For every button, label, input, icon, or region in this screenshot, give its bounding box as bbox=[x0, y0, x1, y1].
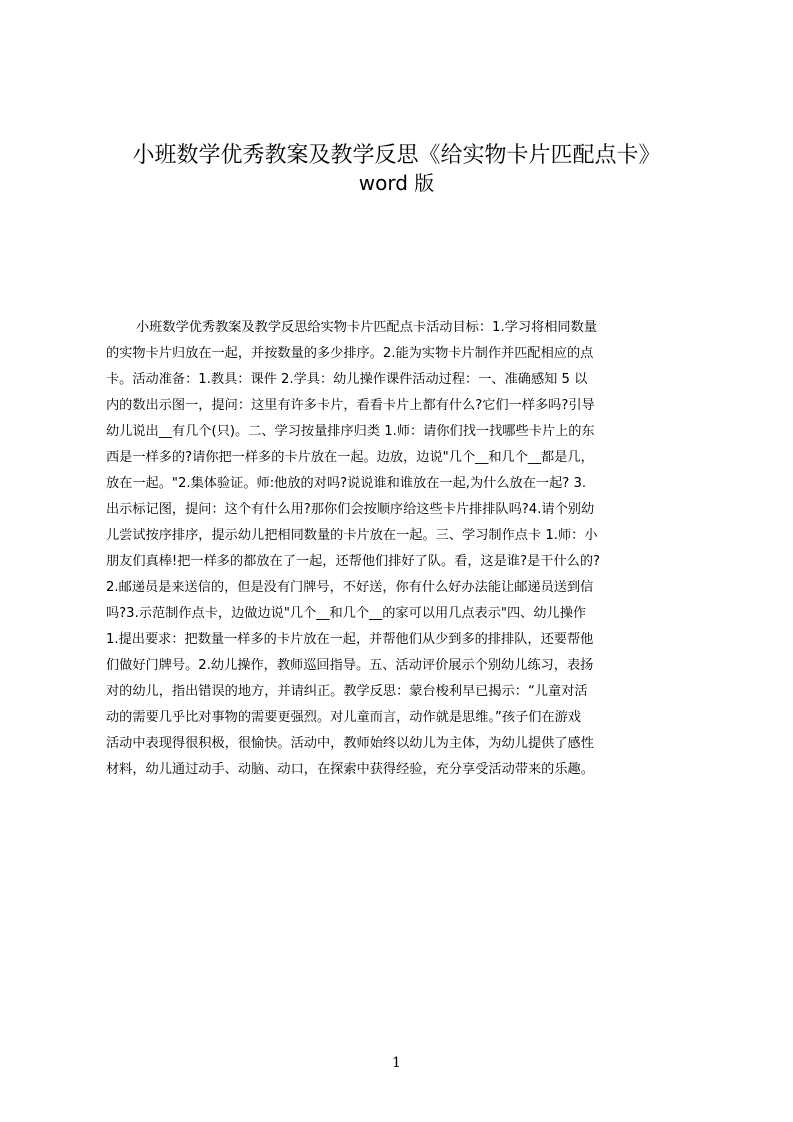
body-line: 出示标记图，提问：这个有什么用?那你们会按顺序给这些卡片排排队吗?4.请个别幼 bbox=[106, 502, 595, 517]
body-line: 朋友们真棒!把一样多的都放在了一起，还帮他们排好了队。看，这是谁?是干什么的? bbox=[106, 554, 601, 569]
body-line: 的实物卡片归放在一起，并按数量的多少排序。2.能为实物卡片制作并匹配相应的点 bbox=[106, 346, 594, 361]
body-line: 儿尝试按序排序，提示幼儿把相同数量的卡片放在一起。三、学习制作点卡 1.师：小 bbox=[106, 528, 598, 543]
body-line: 幼儿说出__有几个(只)。二、学习按量排序归类 1.师：请你们找一找哪些卡片上的东 bbox=[106, 424, 595, 439]
body-line: 小班数学优秀教案及教学反思给实物卡片匹配点卡活动目标：1.学习将相同数量 bbox=[136, 320, 597, 335]
body-line: 西是一样多的?请你把一样多的卡片放在一起。边放，边说"几个__和几个__都是几， bbox=[106, 450, 594, 465]
body-line: 们做好门牌号。2.幼儿操作，教师巡回指导。五、活动评价展示个别幼儿练习，表扬 bbox=[106, 658, 594, 673]
body-paragraph bbox=[106, 315, 698, 783]
document-title: 小班数学优秀教案及教学反思《给实物卡片匹配点卡》 bbox=[132, 143, 661, 168]
body-line: 材料，幼儿通过动手、动脑、动口，在探索中获得经验，充分享受活动带来的乐趣。 bbox=[106, 762, 594, 777]
body-line: 吗?3.示范制作点卡，边做边说"几个__和几个__的家可以用几点表示"四、幼儿操作 bbox=[106, 606, 587, 621]
body-line: 对的幼儿，指出错误的地方，并请纠正。教学反思：蒙台梭利早已揭示：“儿童对活 bbox=[106, 684, 588, 699]
body-line: 卡。活动准备：1.教具：课件 2.学具：幼儿操作课件活动过程：一、准确感知 5 以 bbox=[106, 372, 588, 387]
body-line: 动的需要几乎比对事物的需要更强烈。对儿童而言，动作就是思维。”孩子们在游戏 bbox=[106, 710, 581, 725]
title-block bbox=[0, 141, 793, 196]
body-line: 2.邮递员是来送信的，但是没有门牌号，不好送，你有什么好办法能让邮递员送到信 bbox=[106, 580, 594, 595]
body-line: 活动中表现得很积极，很愉快。活动中，教师始终以幼儿为主体，为幼儿提供了感性 bbox=[106, 736, 594, 751]
body-line: 1.提出要求：把数量一样多的卡片放在一起，并帮他们从少到多的排排队，还要帮他 bbox=[106, 632, 594, 647]
body-line: 放在一起。"2.集体验证。师:他放的对吗?说说谁和谁放在一起,为什么放在一起? 3. bbox=[106, 476, 587, 491]
page-number: 1 bbox=[392, 1055, 401, 1071]
document-subtitle: word 版 bbox=[358, 171, 435, 195]
body-line: 内的数出示图一，提问：这里有许多卡片，看看卡片上都有什么?它们一样多吗?引导 bbox=[106, 398, 595, 413]
